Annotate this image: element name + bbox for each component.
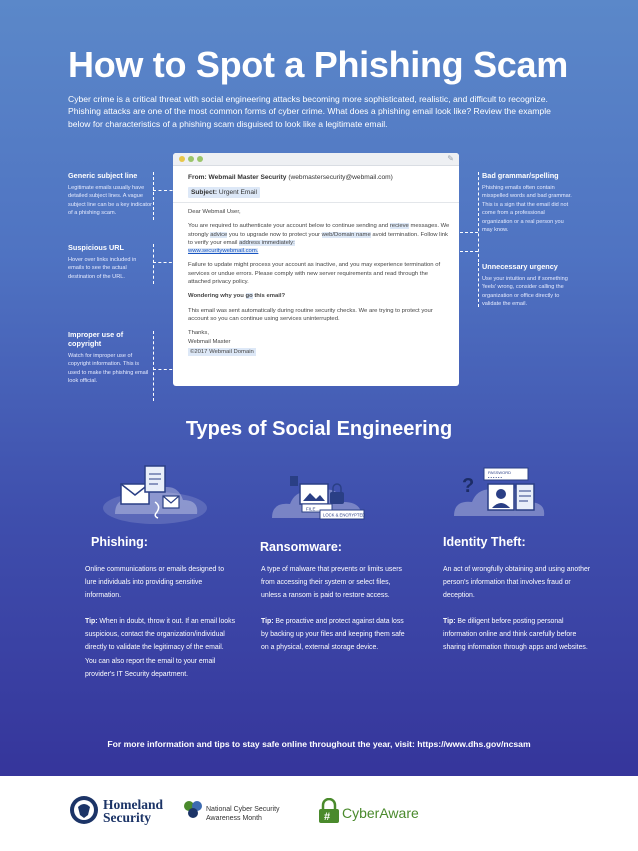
column-tip — [443, 615, 593, 654]
from-label: From: — [188, 174, 207, 181]
edit-pencil-icon: ✎ — [447, 154, 454, 163]
tip-text: Be diligent before posting personal information online and think carefully before sharing information through apps and websites. — [443, 618, 588, 652]
callout-heading: Improper use of copyright — [68, 330, 124, 348]
email-signature: Webmail Master — [188, 338, 231, 345]
logo-bar — [0, 776, 638, 851]
dhs-logo — [103, 798, 163, 824]
email-thanks: Thanks, — [188, 330, 209, 337]
page-title: How to Spot a Phishing Scam — [68, 44, 568, 85]
dhs-line1: Homeland — [103, 797, 164, 812]
dhs-line2: Security — [103, 810, 151, 825]
lock-label: LOCK & ENCRYPTED — [323, 512, 366, 518]
callout-bad-grammar — [482, 171, 574, 234]
tip-label: Tip: — [261, 618, 274, 626]
subject-label: Subject: — [191, 189, 218, 196]
tip-label: Tip: — [85, 618, 98, 626]
phishing-description — [85, 563, 235, 694]
window-titlebar — [173, 153, 459, 166]
column-desc: An act of wrongfully obtaining and using another person's information that involves fraud or deception. — [443, 566, 591, 600]
ransomware-description — [261, 563, 411, 668]
tip-label: Tip: — [443, 618, 456, 626]
ncsam-hands-icon — [182, 798, 204, 820]
email-paragraph — [188, 222, 450, 255]
callout-heading: Generic subject line — [68, 171, 138, 180]
grammar-error: web/Domain name — [321, 231, 371, 238]
from-name: Webmail Master Security — [208, 174, 287, 181]
example-email — [173, 153, 459, 386]
connector-line — [478, 172, 479, 262]
connector-line — [153, 244, 154, 284]
ransomware-icon — [262, 472, 382, 526]
from-address: (webmastersecurity@webmail.com) — [288, 174, 393, 181]
ncsam-logo — [206, 805, 280, 823]
window-dot-icon — [188, 156, 194, 162]
callout-text: Phishing emails often contain misspelled words and bad grammar. This is a sign that the email did not come from a professional organization or a real person you may know. — [482, 185, 572, 234]
body-text: avoid termination. Follow link to verify your email — [188, 231, 449, 246]
file-label: FILE... — [306, 506, 320, 512]
column-tip — [261, 615, 411, 654]
identity-theft-icon — [440, 462, 560, 524]
column-desc: A type of malware that prevents or limits users from accessing their system or select files, unless a ransom is paid to restore access. — [261, 566, 402, 600]
body-text: you to upgrade now to protect your — [227, 231, 322, 238]
connector-line — [478, 263, 479, 307]
callout-text: Watch for improper use of copyright information. This is used to make the phishing email look official. — [68, 353, 149, 385]
callout-suspicious-url — [68, 243, 152, 281]
tip-text: When in doubt, throw it out. If an email looks suspicious, contact the organization/individual directly to validate the legitimacy of the email. You can also report the email to your email provider's IT Security department. — [85, 618, 236, 678]
callout-text: Use your intuition and if something 'feels' wrong, consider calling the organization or office directly to validate the email. — [482, 276, 568, 308]
column-desc: Online communications or emails designed to lure individuals into providing sensitive information. — [85, 566, 225, 600]
phishing-email-icon — [95, 462, 215, 524]
connector-line — [153, 331, 154, 401]
identity-theft-description — [443, 563, 593, 668]
ransomware-heading: Ransomware: — [260, 540, 342, 554]
callout-heading: Suspicious URL — [68, 243, 124, 252]
email-question — [188, 292, 450, 300]
column-tip — [85, 615, 235, 680]
email-body — [188, 208, 450, 356]
ncsam-line1: National Cyber Security — [206, 806, 280, 813]
body-text: You are required to authenticate your account below to continue sending and — [188, 223, 390, 230]
section-title: Types of Social Engineering — [185, 418, 453, 440]
connector-line — [153, 172, 154, 220]
callout-text: Hover over links included in emails to see the actual destination of the URL. — [68, 257, 137, 280]
email-paragraph: Failure to update might process your account as inactive, and you may experience termination of services or undue errors. Please comply with new server requirements and read through the attached privacy policy. — [188, 262, 441, 286]
svg-text:#: # — [324, 811, 331, 823]
svg-text:• • • • • •: • • • • • • — [488, 474, 502, 480]
ncsam-line2: Awareness Month — [206, 815, 262, 822]
identity-theft-heading: Identity Theft: — [443, 535, 526, 549]
subject-text: Urgent Email — [218, 189, 257, 196]
callout-urgency — [482, 262, 574, 309]
cyberaware-lock-icon — [318, 798, 340, 824]
email-greeting: Dear Webmail User, — [188, 209, 241, 215]
window-dot-icon — [179, 156, 185, 162]
intro-text: Cyber crime is a critical threat with social engineering attacks becoming more sophisticated, realistic, and difficult to recognize. Phishing attacks are one of the most common forms of cyber crime. What does a phishing email look like? Review the example below for characteristics of a phishing scam disguised to look like a legitimate email. — [68, 94, 551, 129]
suspicious-link[interactable]: www.securitywebmail.com. — [188, 248, 259, 255]
dhs-seal-icon — [69, 795, 99, 825]
misspelled-word: recieve — [389, 223, 409, 230]
callout-heading: Unnecessary urgency — [482, 262, 558, 271]
callout-generic-subject — [68, 171, 152, 218]
svg-text:?: ? — [462, 475, 475, 497]
misspelled-word: go — [245, 293, 253, 300]
body-text: this email? — [252, 293, 286, 300]
phishing-heading: Phishing: — [91, 535, 148, 549]
email-from — [188, 174, 393, 181]
callout-heading: Bad grammar/spelling — [482, 171, 559, 180]
misspelled-word: advice — [210, 231, 228, 238]
body-text: Wondering why you — [188, 293, 246, 300]
divider — [173, 202, 459, 203]
cyberaware-logo: CyberAware — [342, 805, 419, 821]
window-dot-icon — [197, 156, 203, 162]
callout-copyright — [68, 330, 152, 386]
tip-text: Be proactive and protect against data loss by backing up your files and keeping them safe on a physical, external storage device. — [261, 618, 405, 652]
body-text: messages. We strongly — [188, 223, 450, 238]
email-paragraph: This email was sent automatically during routine security checks. We are trying to protect your account so you can continue using services uninterrupted. — [188, 307, 433, 322]
email-subject — [188, 187, 260, 198]
callout-text: Legitimate emails usually have detailed subject lines. A vague subject line can be a key indicator of a phishing scam. — [68, 185, 152, 217]
urgent-phrase: address immediately: — [239, 239, 295, 246]
password-label: PASSWORD — [488, 470, 512, 475]
email-copyright: ©2017 Webmail Domain — [190, 348, 254, 355]
footer-info: For more information and tips to stay safe online throughout the year, visit: https://www.dhs.gov/ncsam — [107, 739, 531, 749]
